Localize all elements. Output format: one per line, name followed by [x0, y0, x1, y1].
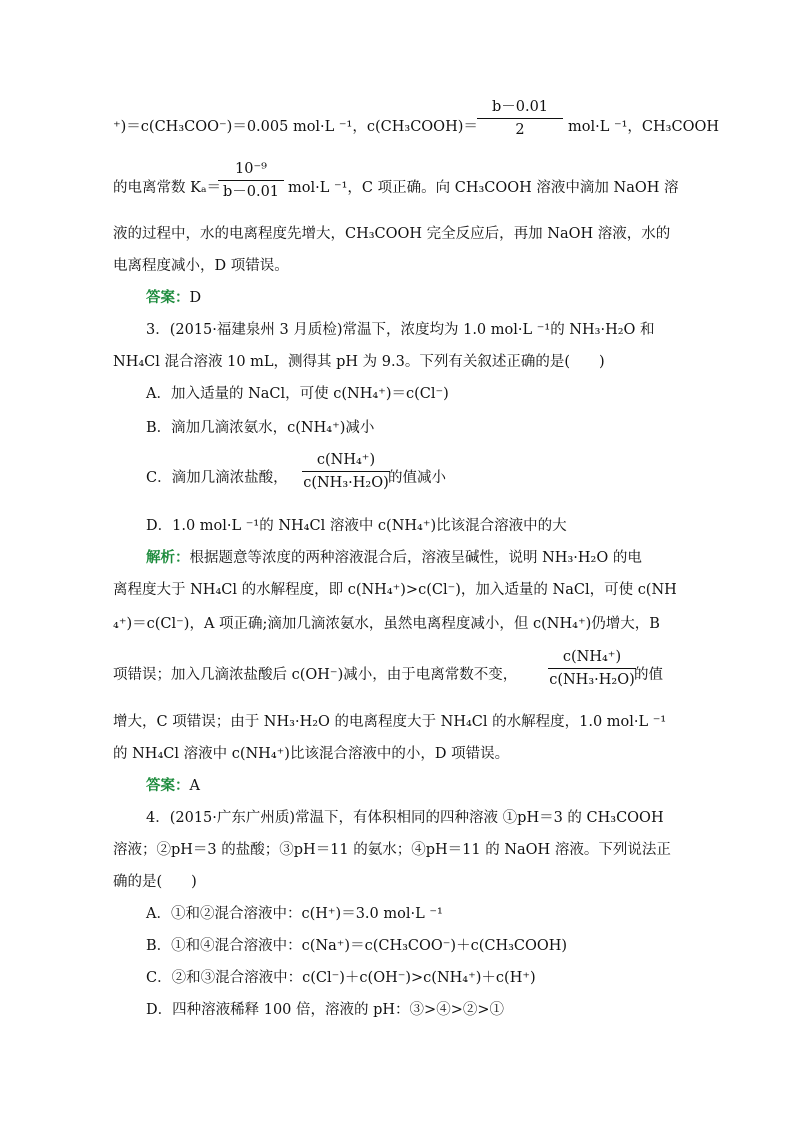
question-3-stem: 3．(2015·福建泉州 3 月质检)常温下，浓度均为 1.0 mol·L ⁻¹的 NH₃·H₂O 和: [146, 322, 655, 338]
analysis-label: 解析：: [146, 549, 190, 566]
option-a: A．①和②混合溶液中：c(H⁺)＝3.0 mol·L ⁻¹: [146, 906, 443, 922]
answer-value: A: [189, 778, 200, 794]
analysis-line-tail: 的值: [634, 667, 663, 683]
analysis-line: 项错误；加入几滴浓盐酸后 c(OH⁻)减小，由于电离常数不变，: [113, 667, 518, 683]
fraction-numerator: c(NH₄⁺): [316, 452, 376, 468]
fraction-denominator: c(NH₃·H₂O): [549, 672, 635, 688]
analysis-line: 的 NH₄Cl 溶液中 c(NH₄⁺)比该混合溶液中的小，D 项错误。: [113, 746, 510, 762]
fraction-denominator: 2: [515, 122, 525, 138]
fraction: [477, 98, 563, 139]
answer-label: 答案：: [146, 777, 190, 794]
option-d: D．1.0 mol·L ⁻¹的 NH₄Cl 溶液中 c(NH₄⁺)比该混合溶液中的大: [146, 518, 567, 534]
text-line: 的电离常数 Kₐ＝: [113, 180, 222, 196]
fraction: [218, 160, 284, 201]
answer-value: D: [189, 290, 202, 306]
analysis-line: ₄⁺)＝c(Cl⁻)，A 项正确;滴加几滴浓氨水，虽然电离程度减小，但 c(NH₄⁺)仍增大，B: [113, 616, 660, 632]
analysis-line: 离程度大于 NH₄Cl 的水解程度，即 c(NH₄⁺)>c(Cl⁻)，加入适量的 NaCl，可使 c(NH: [113, 582, 677, 598]
answer-label: 答案：: [146, 289, 190, 306]
option-a: A．加入适量的 NaCl，可使 c(NH₄⁺)＝c(Cl⁻): [146, 386, 449, 402]
question-3-stem: NH₄Cl 混合溶液 10 mL，测得其 pH 为 9.3。下列有关叙述正确的是( ): [113, 354, 605, 370]
question-4-stem: 确的是( ): [113, 874, 197, 890]
option-c-tail: 的值减小: [388, 470, 446, 486]
text-line: mol·L ⁻¹，CH₃COOH: [568, 119, 719, 135]
fraction-denominator: c(NH₃·H₂O): [303, 475, 389, 491]
text-line: ⁺)＝c(CH₃COO⁻)＝0.005 mol·L ⁻¹，c(CH₃COOH)＝: [113, 119, 478, 135]
fraction-numerator: 10⁻⁹: [235, 161, 267, 177]
question-4-stem: 4．(2015·广东广州质)常温下，有体积相同的四种溶液 ①pH＝3 的 CH₃COOH: [146, 810, 664, 826]
question-4-stem: 溶液；②pH＝3 的盐酸；③pH＝11 的氨水；④pH＝11 的 NaOH 溶液。下列说法正: [113, 842, 671, 858]
text-line: 液的过程中，水的电离程度先增大，CH₃COOH 完全反应后，再加 NaOH 溶液，水的: [113, 226, 671, 242]
fraction-denominator: b－0.01: [222, 184, 280, 200]
fraction: [548, 648, 636, 689]
option-b: B．①和④混合溶液中：c(Na⁺)＝c(CH₃COO⁻)＋c(CH₃COOH): [146, 938, 568, 954]
answer-line: [146, 776, 200, 796]
text-line: 电离程度减小，D 项错误。: [113, 258, 289, 274]
analysis-line: 解析：根据题意等浓度的两种溶液混合后，溶液呈碱性，说明 NH₃·H₂O 的电: [146, 549, 642, 566]
fraction: [302, 451, 390, 492]
option-b: B．滴加几滴浓氨水，c(NH₄⁺)减小: [146, 420, 375, 436]
fraction-numerator: b－0.01: [491, 99, 549, 115]
option-c: C．②和③混合溶液中：c(Cl⁻)＋c(OH⁻)>c(NH₄⁺)＋c(H⁺): [146, 970, 536, 986]
analysis-line: 增大，C 项错误；由于 NH₃·H₂O 的电离程度大于 NH₄Cl 的水解程度，1.0 mol·L ⁻¹: [113, 714, 667, 730]
fraction-numerator: c(NH₄⁺): [562, 649, 622, 665]
text-line: mol·L ⁻¹，C 项正确。向 CH₃COOH 溶液中滴加 NaOH 溶: [288, 180, 679, 196]
option-c: C．滴加几滴浓盐酸，: [146, 470, 288, 486]
option-d: D．四种溶液稀释 100 倍，溶液的 pH：③>④>②>①: [146, 1002, 505, 1018]
answer-line: [146, 288, 201, 308]
